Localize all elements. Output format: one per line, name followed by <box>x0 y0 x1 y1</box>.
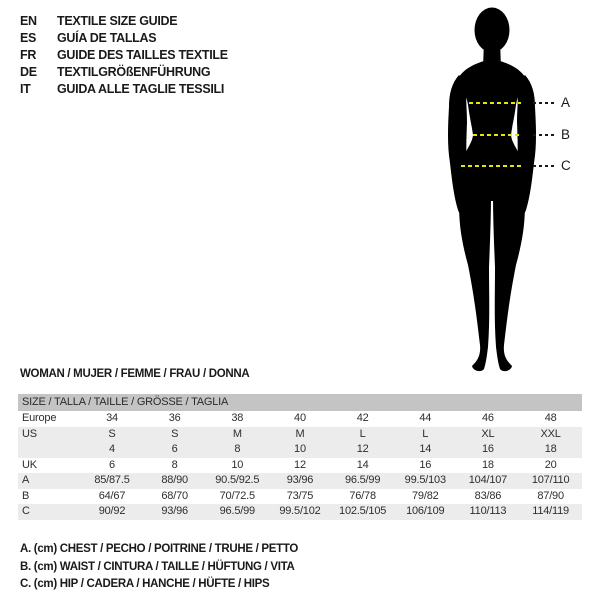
table-title: WOMAN / MUJER / FEMME / FRAU / DONNA <box>20 368 250 380</box>
marker-label-c: C <box>561 158 571 173</box>
legend-line-a: A. (cm) CHEST / PECHO / POITRINE / TRUHE / PETTO <box>20 543 299 555</box>
size-cell: 10 <box>294 443 306 455</box>
language-code: EN <box>20 14 37 28</box>
row-label: Europe <box>22 412 57 424</box>
size-cell: M <box>295 427 305 440</box>
row-label: US <box>22 427 37 440</box>
measure-line-c-body <box>461 165 524 167</box>
size-cell: 12 <box>356 443 369 455</box>
marker-label-b: B <box>561 127 570 142</box>
size-cell: 34 <box>106 412 118 424</box>
size-cell: 18 <box>482 458 494 471</box>
legend-line-b: B. (cm) WAIST / CINTURA / TAILLE / HÜFTUNG / VITA <box>20 560 295 573</box>
size-cell: 99.5/103 <box>404 474 446 486</box>
language-title: GUÍA DE TALLAS <box>57 31 157 45</box>
size-cell: 93/96 <box>161 505 188 517</box>
size-cell: 16 <box>419 458 432 471</box>
size-cell: L <box>359 427 366 440</box>
row-label: C <box>22 505 30 517</box>
language-title: GUIDA ALLE TAGLIE TESSILI <box>57 82 225 96</box>
size-cell: 38 <box>231 412 244 424</box>
size-cell: 44 <box>419 412 432 424</box>
row-label: A <box>22 474 30 486</box>
language-title-list <box>20 13 228 98</box>
size-cell: 64/67 <box>98 489 126 502</box>
measure-line-a-body <box>469 102 521 104</box>
language-title: GUIDE DES TAILLES TEXTILE <box>57 48 228 62</box>
size-table-header: SIZE / TALLA / TAILLE / GRÖSSE / TAGLIA <box>18 394 582 411</box>
size-cell: 48 <box>544 412 557 424</box>
size-cell: 18 <box>544 443 557 455</box>
size-cell: 20 <box>544 458 557 471</box>
size-cell: 102.5/105 <box>339 505 387 517</box>
size-cell: M <box>232 427 242 440</box>
size-cell: 90/92 <box>98 505 126 517</box>
size-cell: S <box>171 427 179 440</box>
language-line-fr <box>20 47 228 64</box>
size-row-uk <box>18 458 582 474</box>
size-cell: 99.5/102 <box>279 505 321 517</box>
woman-silhouette <box>393 3 593 375</box>
size-cell: 104/107 <box>468 474 508 486</box>
marker-label-a: A <box>561 95 570 110</box>
size-cell: 85/87.5 <box>94 474 130 486</box>
size-row-c <box>18 504 582 520</box>
size-cell: XXL <box>540 427 561 440</box>
size-cell: 16 <box>482 443 494 455</box>
size-cell: 110/113 <box>469 505 507 517</box>
row-label <box>18 442 81 458</box>
language-code: IT <box>20 82 31 96</box>
size-cell: 83/86 <box>474 489 502 502</box>
measure-line-c-callout <box>533 165 555 167</box>
measurement-legend <box>20 541 298 594</box>
size-table-header-row <box>18 394 582 411</box>
size-cell: 42 <box>356 412 369 424</box>
language-line-es <box>20 30 228 47</box>
size-cell: 4 <box>109 443 115 455</box>
size-cell: 46 <box>482 412 494 424</box>
size-cell: 68/70 <box>161 489 188 502</box>
measure-line-b-callout <box>533 134 555 136</box>
legend-line-c: C. (cm) HIP / CADERA / HANCHE / HÜFTE / HIPS <box>20 578 270 590</box>
size-cell: 8 <box>171 458 178 471</box>
size-cell: 96.5/99 <box>344 474 381 486</box>
size-cell: 40 <box>294 412 306 424</box>
measure-line-b-body <box>473 134 519 136</box>
size-row-us <box>18 427 582 443</box>
size-row-b <box>18 489 582 505</box>
size-cell: 76/78 <box>349 489 376 502</box>
size-cell: 36 <box>168 412 181 424</box>
size-cell: 90.5/92.5 <box>215 474 260 486</box>
size-cell: 70/72.5 <box>219 489 255 502</box>
size-cell: 6 <box>109 458 115 471</box>
language-code: FR <box>20 48 37 62</box>
size-cell: S <box>108 427 116 440</box>
language-line-de <box>20 64 228 81</box>
row-label: B <box>22 489 30 502</box>
size-cell: 12 <box>294 458 306 471</box>
language-line-en <box>20 13 228 30</box>
size-row-a <box>18 473 582 489</box>
size-cell: 114/119 <box>532 505 569 517</box>
size-cell: 14 <box>356 458 369 471</box>
size-cell: L <box>422 427 429 440</box>
measure-line-a-callout <box>533 102 555 104</box>
language-line-it <box>20 81 228 98</box>
size-cell: 14 <box>419 443 432 455</box>
size-cell: 6 <box>171 443 178 455</box>
size-cell: 10 <box>231 458 244 471</box>
size-cell: 79/82 <box>412 489 439 502</box>
language-title: TEXTILE SIZE GUIDE <box>57 14 178 28</box>
size-cell: XL <box>481 427 495 440</box>
row-label: UK <box>22 458 37 471</box>
size-cell: 93/96 <box>286 474 314 486</box>
language-code: ES <box>20 31 37 45</box>
size-row-us-numeric <box>18 442 582 458</box>
size-cell: 106/109 <box>406 505 445 517</box>
size-cell: 96.5/99 <box>219 505 255 517</box>
language-code: DE <box>20 65 37 79</box>
size-cell: 8 <box>234 443 241 455</box>
size-table <box>18 394 582 520</box>
size-cell: 73/75 <box>286 489 314 502</box>
size-cell: 107/110 <box>531 474 570 486</box>
size-cell: 87/90 <box>537 489 564 502</box>
language-title: TEXTILGRÖßENFÜHRUNG <box>57 65 211 79</box>
size-row-europe <box>18 411 582 427</box>
size-cell: 88/90 <box>161 474 188 486</box>
